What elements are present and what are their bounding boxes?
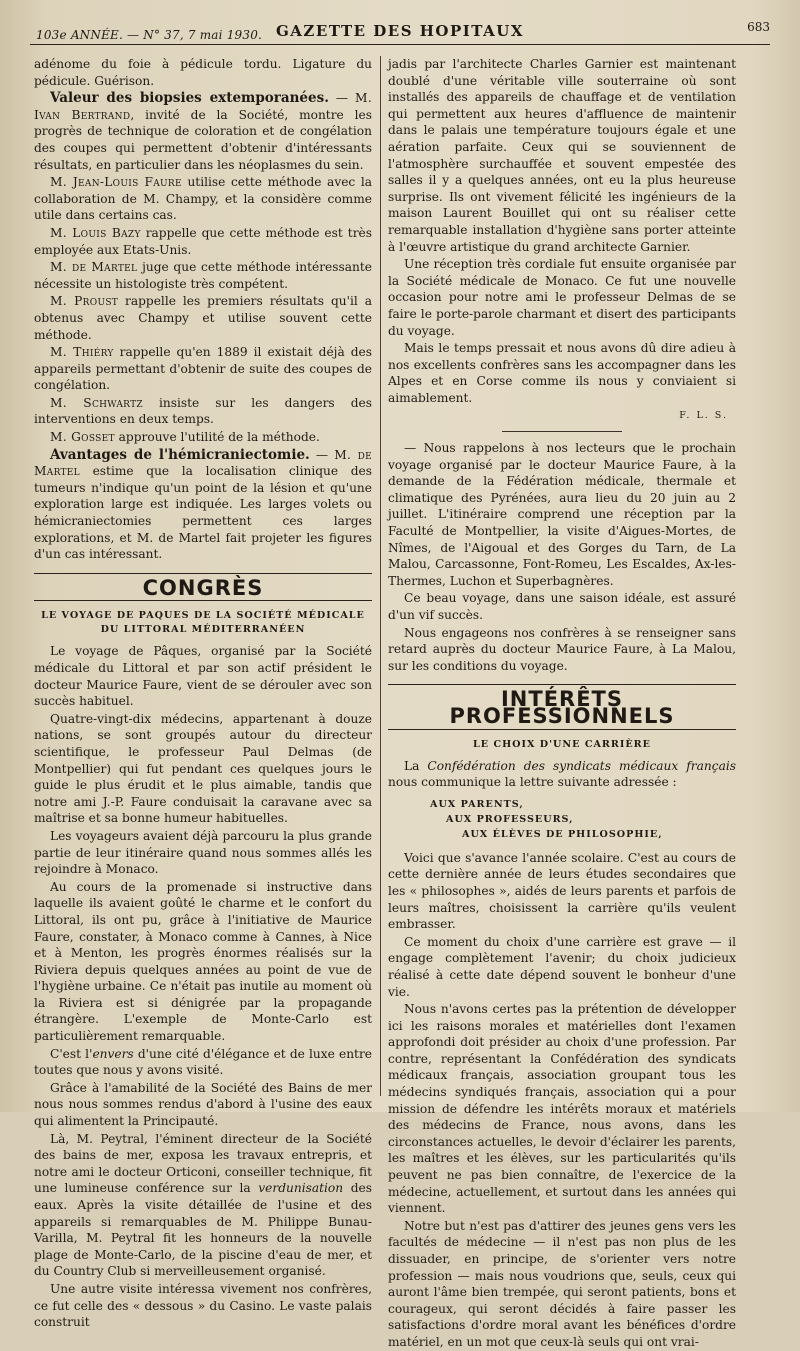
paragraph: Voici que s'avance l'année scolaire. C'est au cours de cette dernière année de leurs études secondaires que les « philosophes », aidés de leurs parents et parfois de leurs maîtres, choisissent la carrière qu'ils veulent embrasser. [388, 850, 736, 932]
author-name: M. Gosset [50, 430, 115, 445]
paragraph-text: estime que la localisation clinique des tumeurs n'indique qu'un point de la lésion et qu'une exploration large est indiquée. Les larges volets ou hémicraniectomies permettent ces larges explorations, et M. de Martel fait projeter les figures d'un cas intéressant. [34, 464, 372, 562]
paragraph: Mais le temps pressait et nous avons dû dire adieu à nos excellents confrères sans les accompagner dans les Alpes et en Corse comme ils nous y conviaient si aimablement. [388, 341, 736, 405]
paragraph-text: juge que cette méthode intéressante nécessite un histologiste très compétent. [34, 260, 373, 291]
addressee-line: AUX PROFESSEURS, [446, 813, 574, 825]
paragraph-text: insiste sur les dangers des interventions en deux temps. [34, 395, 372, 427]
page-header [30, 14, 770, 45]
paragraph: — Nous rappelons à nos lecteurs que le prochain voyage organisé par le docteur Maurice Faure, à la demande de la Fédération médicale, thermale et climatique des Pyrénées, aura lieu du 20 juin au 2 juillet. L'itinéraire comprend une réception par la Faculté de Montpellier, la visite d'Aigues-Mortes, de Nîmes, de l'Aigoual et des Gorges du Tarn, de La Malou, Carcassonne, Font-Romeu, Les Escaldes, Ax-les-Thermes, Luchon et Superbagnères. [388, 441, 736, 588]
letter-addressees [388, 797, 736, 842]
paragraph-text: rappelle que cette méthode est très employée aux Etats-Unis. [34, 225, 372, 257]
italic-word: envers [92, 1046, 134, 1061]
paragraph: Grâce à l'amabilité de la Société des Bains de mer nous nous sommes rendus d'abord à l'usine des eaux qui alimentent la Principauté. [34, 1080, 372, 1129]
paragraph: adénome du foie à pédicule tordu. Ligature du pédicule. Guérison. [34, 57, 372, 88]
paragraph: Une réception très cordiale fut ensuite organisée par la Société médicale de Monaco. Ce fut une nouvelle occasion pour notre ami le professeur Delmas de se faire le porte-parole charmant et disert des participants du voyage. [388, 257, 736, 338]
paragraph: Une autre visite intéressa vivement nos confrères, ce fut celle des « dessous » du Casino. Le vaste palais construit [34, 1281, 372, 1330]
paragraph: Nous n'avons certes pas la prétention de développer ici les raisons morales et matérielles dont l'examen approfondi doit présider au choix d'une profession. Par contre, représentant la Confédération des syndicats médicaux français, association groupant tous les médecins syndiqués français, association qui a pour mission de défendre les intérêts moraux et matériels des médecins de France, nous avons, dans les circonstances actuelles, le devoir d'éclairer les parents, les maîtres et les élèves, sur les particularités qu'ils peuvent ne pas bien connaître, de l'exercice de la médecine, actuellement, et surtout dans les années qui viennent. [388, 1002, 736, 1216]
author-name: M. Jean-Louis Faure [50, 175, 182, 190]
paragraph [34, 1131, 372, 1280]
paragraph [34, 344, 372, 394]
author-signature: F. L. S. [679, 410, 728, 422]
paragraph [34, 259, 372, 292]
paragraph: Notre but n'est pas d'attirer des jeunes gens vers les facultés de médecine — il n'est pas non plus de les dissuader, en principe, de s'orienter vers notre profession — mais nous voudrions que, seuls, ceux qui auront l'âme bien trempée, qui seront patients, bons et courageux, qui seront décidés à faire passer les satisfactions d'ordre moral avant les bénéfices d'ordre matériel, en un mot que ceux-là seuls qui ont vrai- [388, 1218, 736, 1349]
section-heading-congres: CONGRÈS [34, 573, 372, 602]
left-column [34, 56, 373, 1330]
paragraph [34, 1046, 372, 1079]
paragraph [34, 174, 372, 224]
author-name: M. de Martel [50, 260, 138, 275]
paragraph [34, 395, 372, 428]
paragraph: Valeur des biopsies extemporanées. — M. Ivan Bertrand, invité de la Société, montre les progrès de technique de coloration et de congélation des coupes qui permettent d'obtenir d'intéressants résultats, en particulier dans les néoplasmes du sein. [34, 90, 372, 172]
paragraph: Quatre-vingt-dix médecins, appartenant à douze nations, se sont groupés autour du directeur scientifique, le professeur Paul Delmas (de Montpellier) qui fut pendant ces quelques jours le guide le plus érudit et le plus aimable, tandis que notre ami J.-P. Faure conduisait la caravane avec sa maîtrise et sa bonne humeur habituelles. [34, 711, 372, 826]
paragraph: Nous engageons nos confrères à se renseigner sans retard auprès du docteur Maurice Faure, à La Malou, sur les conditions du voyage. [388, 625, 736, 673]
paragraph-text: Là, M. Peytral, l'éminent directeur de la Société des bains de mer, exposa les travaux entrepris, et notre ami le docteur Orticoni, conseiller technique, fit une lumineuse conférence sur la [34, 1131, 372, 1196]
paragraph-text: d'une cité d'élégance et de luxe entre toutes que nous y avons visité. [34, 1046, 372, 1078]
addressee-line: AUX ÉLÈVES DE PHILOSOPHIE, [462, 828, 663, 840]
author-name: M. Proust [50, 294, 119, 309]
journal-title: GAZETTE DES HOPITAUX [275, 22, 524, 40]
italic-phrase: Confédération des syndicats médicaux français [427, 758, 736, 773]
paragraph-text: des eaux. Après la visite détaillée de l'usine et des appareils si remarquables de M. Philippe Bunau-Varilla, M. Peytral fit les honneurs de la nouvelle plage de Monte-Carlo, de la piscine d'eau de mer, et du Country Club si merveilleusement organisé. [34, 1181, 372, 1279]
right-column [388, 56, 736, 1349]
addressee-line: AUX PARENTS, [430, 798, 524, 810]
separator-rule [502, 431, 622, 432]
article-title: LE CHOIX D'UNE CARRIÈRE [473, 738, 651, 750]
article-title: LE VOYAGE DE PAQUES DE LA SOCIÉTÉ MÉDICALE DU LITTORAL MÉDITERRANÉEN [41, 610, 365, 636]
paragraph-text: utilise cette méthode avec la collaboration de M. Champy, et la considère comme utile dans certains cas. [34, 175, 372, 223]
author-name: M. Schwartz [50, 395, 143, 410]
paragraph: Avantages de l'hémicraniectomie. — M. de Martel estime que la localisation clinique des tumeurs n'indique qu'un point de la lésion et qu'une exploration large est indiquée. Les larges volets ou hémicraniectomies permettent ces larges explorations, et M. de Martel fait projeter les figures d'un cas intéressant. [34, 446, 373, 562]
issue-line: 103e ANNÉE. — N° 37, 7 mai 1930. [36, 28, 263, 42]
section-heading-interets: INTÉRÊTS PROFESSIONNELS [388, 684, 736, 729]
subsection-title: Avantages de l'hémicraniectomie. [50, 446, 310, 463]
paragraph: Le voyage de Pâques, organisé par la Société médicale du Littoral et par son actif président le docteur Maurice Faure, vient de se dérouler avec son succès habituel. [34, 644, 372, 709]
paragraph-text: rappelle les premiers résultats qu'il a obtenus avec Champy et utilise souvent cette méthode. [34, 294, 372, 342]
author-name: M. Thiéry [50, 345, 114, 360]
paragraph-text: , invité de la Société, montre les progrès de technique de coloration et de congélation des coupes qui permettent d'obtenir d'intéressants résultats, en particulier dans les néoplasmes du sein. [34, 107, 372, 172]
paragraph-text: nous communique la lettre suivante adressée : [388, 775, 677, 790]
paragraph-text: approuve l'utilité de la méthode. [114, 430, 320, 445]
paragraph-text: rappelle qu'en 1889 il existait déjà des appareils permettant d'obtenir de suite des coupes de congélation. [34, 345, 372, 393]
paragraph [34, 225, 372, 258]
paragraph [34, 293, 372, 343]
paragraph: Au cours de la promenade si instructive dans laquelle ils avaient goûté le charme et le confort du Littoral, ils ont pu, grâce à l'initiative de Maurice Faure, constater, à Monaco comme à Cannes, à Nice et à Menton, les progrès énormes réalisés sur la Riviera depuis quelques années au point de vue de l'hygiène urbaine. Ce n'était pas inutile au moment où la Riviera est si dénigrée par la propagande étrangère. L'exemple de Monte-Carlo est particulièrement remarquable. [34, 879, 372, 1044]
paragraph: jadis par l'architecte Charles Garnier est maintenant doublé d'une véritable ville souterraine où sont installés des appareils de chauffage et de ventilation qui permettent aux heures d'affluence de maintenir dans le palais une température toujours égale et une aération parfaite. Ceux qui se souviennent de l'atmosphère surchauffée et souvent empestée des salles il y a quelques années, ont eu la plus heureuse surprise. Ils ont vivement félicité les ingénieurs de la maison Laurent Bouillet qui ont su réaliser cette remarquable installation d'hygiène sans porter atteinte à l'œuvre artistique du grand architecte Garnier. [388, 57, 736, 254]
page-number: 683 [747, 20, 770, 34]
italic-word: verdunisation [258, 1181, 344, 1196]
paragraph-text: La [404, 758, 428, 773]
author-name: M. Louis Bazy [50, 225, 141, 240]
subsection-title: Valeur des biopsies extemporanées. [50, 90, 329, 107]
paragraph-text: C'est l' [50, 1046, 93, 1061]
author-name: M. de Martel [34, 447, 373, 479]
paragraph: Ce beau voyage, dans une saison idéale, est assuré d'un vif succès. [388, 591, 736, 622]
paragraph [388, 758, 736, 791]
author-name: M. Ivan Bertrand [34, 91, 372, 122]
paragraph: Les voyageurs avaient déjà parcouru la plus grande partie de leur itinéraire quand nous sommes allés les rejoindre à Monaco. [34, 828, 372, 877]
paragraph [34, 429, 372, 446]
paragraph: Ce moment du choix d'une carrière est grave — il engage complètement l'avenir; du choix judicieux réalisé à cette date dépend souvent le bonheur d'une vie. [388, 934, 736, 999]
column-divider [380, 56, 381, 1096]
